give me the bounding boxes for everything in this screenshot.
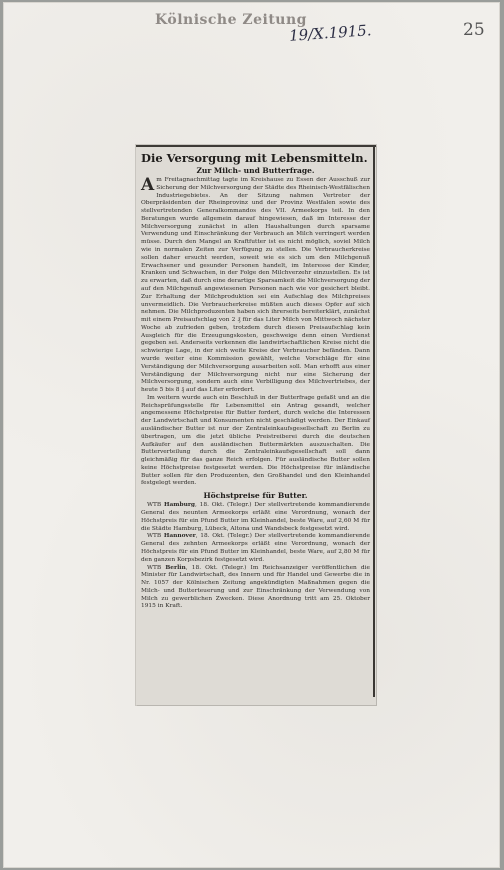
drop-cap: A (141, 175, 155, 195)
dispatch-agency: WTB (147, 502, 162, 509)
article-paragraph-1 (141, 177, 370, 395)
dispatch-hamburg (141, 502, 370, 533)
dispatch-text: , 18. Okt. (Telegr.) Der stellvertretende kommandierende General des zehnten Armeekorps erläßt eine Verordnung, wonach der Höchstpreis für ein Pfund Butter im Kleinhandel, beste Ware, auf 2,80 M für den ganzen Korpsbezirk festgesetzt wird. (141, 533, 370, 563)
dispatch-berlin (141, 565, 370, 612)
dispatch-place: Berlin (165, 564, 186, 571)
newspaper-clipping (136, 145, 376, 705)
dispatch-place: Hannover (163, 533, 196, 540)
paragraph-1-text: m Freitagnachmittag tagte im Kreishause zu Essen der Ausschuß zur Sicherung der Milchversorgung der Städte des Rheinisch-Westfälischen Industriegebietes. An der Sitzung nahmen Vertreter der Oberpräsidenten der Rheinprovinz und der Provinz Westfalen sowie des stellvertretenden Generalkommandos des VII. Armeekorps teil. In den Beratungen wurde allgemein darauf hingewiesen, daß im Interesse der Milchversorgung zunächst in allen Haushaltungen durch sparsame Verwendung und Einschränkung der Verbrauch an Milch verringert werden müsse. Durch den Mangel an Kraftfutter ist es nicht möglich, soviel Milch wie in normalen Zeiten zur Verfügung zu stellen. Die Verbraucherkreise sollen daher ersucht werden, soweit wie es sich um den Milchgenuß Erwachsener und gesunder Personen handelt, im Interesse der Kinder, Kranken und Schwachen, in der Folge den Milchverzehr einzustellen. Es ist zu erwarten, daß durch eine derartige Sparsamkeit die Milchversorgung der auf den Milchgenuß angewiesenen Personen nach wie vor gesichert bleibt. Zur Erhaltung der Milchproduktion sei ein Aufschlag des Milchpreises unvermeidlich. Die Verbraucherkreise müßten auch dieses Opfer auf sich nehmen. Die Milchproduzenten haben sich ihrerseits bereiterklärt, zunächst mit einem Preisaufschlag von 2 ₰ für das Liter Milch von Mittwoch nächster Woche ab zufrieden geben, trotzdem durch diesen Preisaufschlag kein Ausgleich für die Erzeugungskosten, geschweige denn einen Verdienst gegeben sei. Anderseits verkennen die landwirtschaftlichen Kreise nicht die schwierige Lage, in der sich weite Kreise der Verbraucher befänden. Dann wurde weiter eine Kommission gewählt, welche Vorschläge für eine Verständigung der Milchversorgung ausarbeiten soll. Man erhofft aus einer Verständigung der Milchversorgung nicht nur eine Sicherung der Milchversorgung, sondern auch eine Verbilligung des Milchvertriebes, der heute 5 bis 8 ₰ auf das Liter erfordert. (141, 177, 370, 394)
masthead-stamp: Kölnische Zeitung (155, 12, 307, 28)
page-number: 25 (463, 20, 485, 40)
article-paragraph-2: Im weitern wurde auch ein Beschluß in der Butterfrage gefaßt und an die Reichsprüfungsstelle für Lebensmittel ein Antrag gesandt, welcher angemessene Höchstpreise für Butter fordert, durch welche die Interessen der Landwirtschaft und Konsumenten nicht geschädigt werden. Der Einkauf ausländischer Butter ist nur der Zentraleinkaufsgesellschaft zu Berlin zu übertragen, um die jetzt übliche Preistreiberei durch die deutschen Aufkäufer auf den ausländischen Buttermärkten auszuschalten. Die Butterverteilung durch die Zentraleinkaufsgesellschaft soll dann gleichmäßig für das ganze Reich erfolgen. Für ausländische Butter sollen keine Höchstpreise festgesetzt werden. Die Höchstpreise für inländische Butter sollen für den Produzenten, den Großhandel und den Kleinhandel festgelegt werden. (141, 394, 370, 487)
archive-page (3, 2, 500, 868)
dispatch-text: , 18. Okt. (Telegr.) Der stellvertretende kommandierende General des neunten Armeekorps erläßt eine Verordnung, wonach der Höchstpreis für ein Pfund Butter im Kleinhandel, beste Ware, auf 2,60 M für die Städte Hamburg, Lübeck, Altona und Wandsbeck festgesetzt wird. (141, 502, 371, 532)
dispatch-agency: WTB (147, 533, 162, 540)
dispatch-hannover (141, 533, 370, 564)
article-subtitle: Zur Milch- und Butterfrage. (196, 166, 315, 175)
article-title: Die Versorgung mit Lebensmitteln. (141, 151, 368, 165)
dispatch-text: , 18. Okt. (Telegr.) Im Reichsanzeiger veröffentlichen die Minister für Landwirtschaft, des Innern und für Handel und Gewerbe die in Nr. 1057 der Kölnischen Zeitung angekündigten Maßnahmen gegen die Milch- und Butterteuerung und zur Einschränkung der Verwendung von Milch zu gewerblichen Zwecken. Diese Anordnung tritt am 25. Oktober 1915 in Kraft. (141, 564, 371, 610)
handwritten-date: 19/X.1915. (288, 21, 373, 45)
clipping-top-rule (136, 145, 376, 147)
dispatch-place: Hamburg (164, 502, 195, 509)
dispatch-agency: WTB (147, 564, 162, 571)
section-heading: Höchstpreise für Butter. (203, 491, 308, 501)
clipping-right-rule (373, 147, 375, 697)
